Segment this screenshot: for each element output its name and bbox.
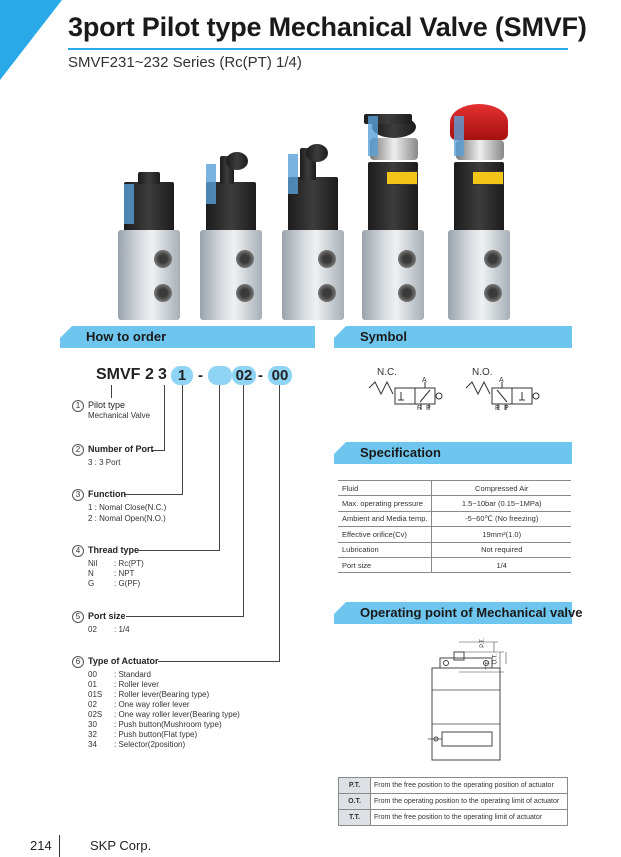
order-item-3-desc-2: 2 : Nomal Open(N.O.) [88, 514, 166, 523]
actuator-option: 02 : One way roller lever [88, 700, 190, 709]
order-item-2-desc: 3 : 3 Port [88, 458, 121, 467]
connector-3v [182, 385, 183, 495]
page-subtitle: SMVF231~232 Series (Rc(PT) 1/4) [68, 54, 302, 71]
table-row: Max. operating pressure 1.5~10bar (0.15~1MPa) [338, 496, 571, 511]
page-title: 3port Pilot type Mechanical Valve (SMVF) [68, 12, 587, 42]
valve-photo-selector [362, 102, 424, 320]
order-item-pilot-type: 1 Pilot type [72, 400, 125, 412]
corner-accent [0, 0, 62, 80]
drawing-label-tt: T.T. [485, 660, 492, 670]
connector-6h [158, 661, 280, 662]
table-row: Effective orifice(Cv) 19mm²(1.0) [338, 527, 571, 542]
order-item-port-size: 5 Port size [72, 611, 126, 623]
table-row: Port size 1/4 [338, 557, 571, 572]
table-row: T.T. From the free position to the operating limit of actuator [339, 810, 568, 826]
thread-option: Nil : Rc(PT) [88, 559, 144, 568]
drawing-label-ot: O.T. [492, 653, 499, 665]
table-row: Fluid Compressed Air [338, 481, 571, 496]
section-operating-point: Operating point of Mechanical valve [334, 602, 572, 624]
order-item-type-of-actuator: 6 Type of Actuator [72, 656, 159, 668]
valve-photo-one-way-roller [282, 140, 344, 320]
table-row: Ambient and Media temp. -5~60℃ (No freezing) [338, 511, 571, 526]
connector-1 [111, 385, 112, 398]
port-option: 02 : 1/4 [88, 625, 130, 634]
symbol-nc-port-p: P [426, 405, 431, 412]
symbol-nc-port-a: A [422, 377, 427, 384]
table-row: P.T. From the free position to the operating position of actuator [339, 778, 568, 794]
actuator-option: 02S : One way roller lever(Bearing type) [88, 710, 240, 719]
title-rule [68, 48, 568, 50]
connector-5v [243, 385, 244, 617]
code-digit-1: 2 [145, 366, 154, 383]
code-function: 1 [171, 366, 193, 385]
operating-point-drawing [420, 632, 520, 762]
connector-2h [152, 450, 165, 451]
actuator-option: 00 : Standard [88, 670, 151, 679]
specification-table [338, 480, 571, 573]
actuator-option: 30 : Push button(Mushroom type) [88, 720, 222, 729]
connector-6v [279, 385, 280, 662]
table-row: Lubrication Not required [338, 542, 571, 557]
drawing-label-pt: P.T. [479, 638, 486, 648]
thread-option: N : NPT [88, 569, 135, 578]
page-number: 214 [30, 838, 52, 853]
symbol-no-port-a: A [499, 377, 504, 384]
connector-4v [219, 385, 220, 551]
actuator-option: 01 : Roller lever [88, 680, 159, 689]
code-thread [208, 366, 232, 385]
section-symbol: Symbol [334, 326, 572, 348]
code-digit-2: 3 [158, 366, 167, 383]
company-name: SKP Corp. [90, 838, 152, 853]
symbol-no-port-r: R [495, 405, 501, 412]
order-item-function: 3 Function [72, 489, 126, 501]
symbol-no-port-p: P [504, 405, 509, 412]
symbol-nc-label: N.C. [377, 367, 397, 378]
order-item-3-desc-1: 1 : Nomal Close(N.C.) [88, 503, 167, 512]
order-item-1-desc: Mechanical Valve [88, 411, 151, 420]
order-item-number-of-port: 2 Number of Port [72, 444, 154, 456]
connector-3h [124, 494, 183, 495]
connector-2v [164, 385, 165, 451]
connector-4h [138, 550, 220, 551]
connector-5h [126, 616, 244, 617]
operating-legend-table [338, 777, 568, 826]
symbol-nc-port-r: R [417, 405, 423, 412]
valve-photo-mushroom [448, 102, 510, 320]
code-dash-1: - [198, 367, 203, 384]
footer-divider [59, 835, 60, 857]
actuator-option: 01S : Roller lever(Bearing type) [88, 690, 210, 699]
valve-photo-roller-lever [200, 150, 262, 320]
order-item-thread-type: 4 Thread type [72, 545, 139, 557]
code-dash-2: - [258, 367, 263, 384]
symbol-no-label: N.O. [472, 367, 493, 378]
valve-photo-standard [118, 170, 180, 320]
code-prefix: SMVF [96, 366, 141, 383]
actuator-option: 34 : Selector(2position) [88, 740, 186, 749]
thread-option: G : G(PF) [88, 579, 141, 588]
code-actuator: 00 [268, 366, 292, 385]
symbol-nc-diagram [365, 378, 445, 414]
product-photos [100, 95, 580, 320]
code-port: 02 [232, 366, 256, 385]
table-row: O.T. From the operating position to the operating limit of actuator [339, 794, 568, 810]
section-how-to-order: How to order [60, 326, 315, 348]
actuator-option: 32 : Push button(Flat type) [88, 730, 198, 739]
section-specification: Specification [334, 442, 572, 464]
